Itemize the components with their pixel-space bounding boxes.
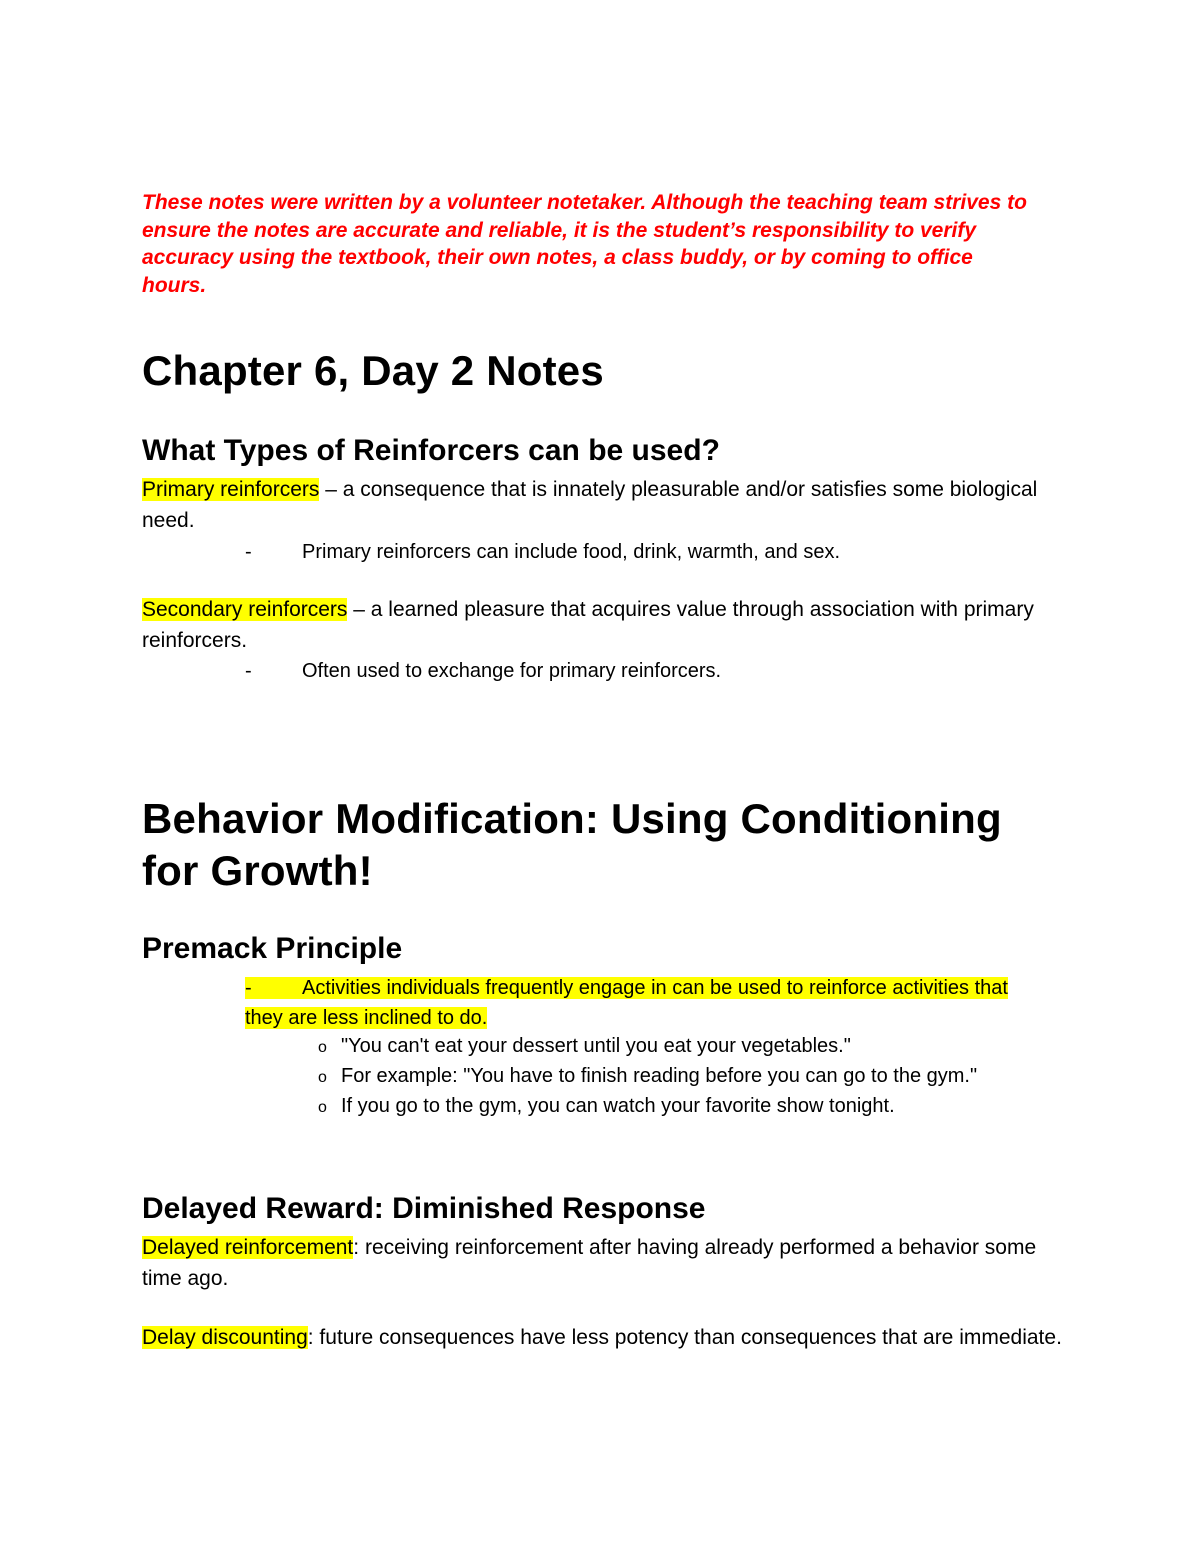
premack-example: For example: "You have to finish reading before you can go to the gym.": [341, 1065, 978, 1087]
premack-example: "You can't eat your dessert until you eat your vegetables.": [341, 1035, 851, 1057]
delayed-reinforcement-term: Delayed reinforcement: [142, 1236, 354, 1259]
bullet-marker: -: [245, 660, 252, 682]
premack-text: Activities individuals frequently engage in can be used to reinforce activities that they are less inclined to do.: [245, 977, 1008, 1029]
sub-bullet-marker: o: [318, 1099, 327, 1116]
delay-discounting-definition: : future consequences have less potency than consequences that are immediate.: [307, 1326, 1062, 1349]
secondary-reinforcers-bullet: Often used to exchange for primary reinforcers.: [302, 660, 722, 682]
disclaimer-note: These notes were written by a volunteer notetaker. Although the teaching team strives to ensure the notes are accurate and reliable, it is the student’s responsibility to verify accuracy using the textbook, their own notes, a class buddy, or by coming to office hours.: [142, 191, 1027, 297]
premack-heading: Premack Principle: [142, 932, 403, 965]
chapter-title: Chapter 6, Day 2 Notes: [142, 347, 604, 394]
delay-discounting-paragraph: [142, 1323, 1062, 1354]
sub-bullet-marker: o: [318, 1039, 327, 1056]
sub-bullet-marker: o: [318, 1069, 327, 1086]
secondary-reinforcers-term: Secondary reinforcers: [142, 598, 348, 621]
secondary-reinforcers-paragraph: [142, 595, 1062, 656]
primary-reinforcers-bullet: Primary reinforcers can include food, drink, warmth, and sex.: [302, 541, 840, 563]
delay-discounting-term: Delay discounting: [142, 1326, 308, 1349]
delayed-reinforcement-definition: : receiving reinforcement after having already performed a behavior some time ago.: [142, 1236, 1037, 1290]
primary-reinforcers-term: Primary reinforcers: [142, 478, 320, 501]
primary-reinforcers-paragraph: [142, 475, 1062, 536]
premack-example: If you go to the gym, you can watch your favorite show tonight.: [341, 1095, 895, 1117]
secondary-reinforcers-definition: – a learned pleasure that acquires value through association with primary reinforcers.: [142, 598, 1034, 652]
premack-marker: -: [245, 977, 252, 999]
behavior-modification-title: Behavior Modification: Using Conditioning for Growth!: [142, 795, 1002, 894]
reinforcers-heading: What Types of Reinforcers can be used?: [142, 434, 720, 467]
primary-reinforcers-definition: – a consequence that is innately pleasurable and/or satisfies some biological need.: [142, 478, 1038, 532]
delayed-reward-heading: Delayed Reward: Diminished Response: [142, 1192, 706, 1225]
premack-definition: [245, 973, 1045, 1033]
delayed-reinforcement-paragraph: [142, 1233, 1062, 1294]
bullet-marker: -: [245, 541, 252, 563]
